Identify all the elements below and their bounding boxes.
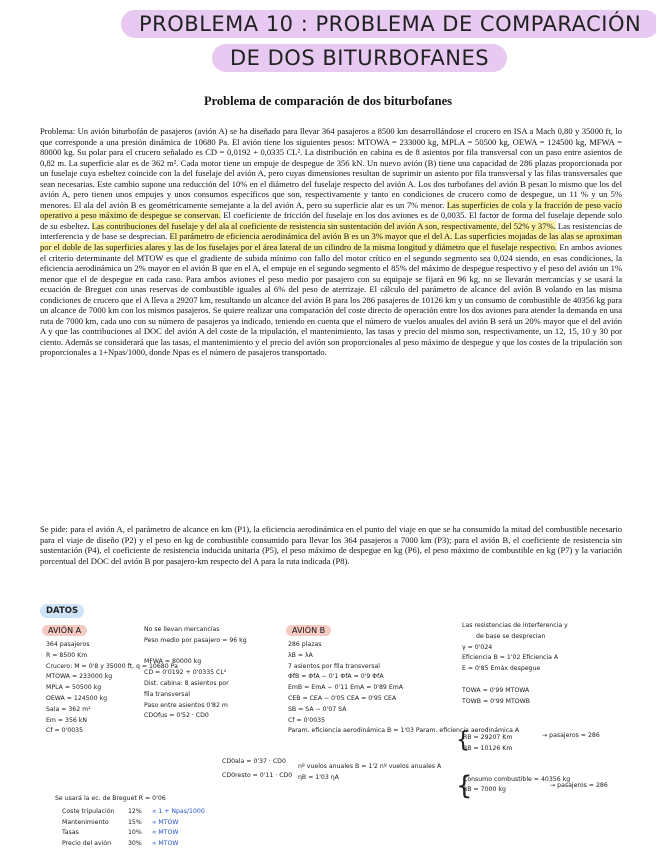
note-line: Cf = 0'0035 xyxy=(288,716,326,724)
note-line: CEB = CEA − 0'05 CEA = 0'95 CEA xyxy=(288,694,397,702)
problem-statement xyxy=(40,126,622,358)
cost-percent: 12% xyxy=(127,808,142,815)
cost-proportionality: ∝ MTOW xyxy=(151,839,179,847)
note-line: RB = 7000 kg xyxy=(463,785,506,793)
title-line-1: PROBLEMA 10 : PROBLEMA DE COMPARACIÓN xyxy=(121,10,656,38)
highlight-1: Las superficies de cola y la fracción de peso vacío operativo a peso máximo de despegue se conservan. xyxy=(40,199,623,221)
problem-text-1: Problema: Un avión biturbofán de pasajeros (avión A) se ha diseñado para llevar 364 pasajeros a 8500 km desarrollándose el crucero en ISA a Mach 0,80 y 35000 ft, lo que corresponde a una presión dinámica de 10680 Pa. El avión tiene los siguientes pesos: MTOWA = 233000 kg, MPLA = 50500 kg, OEWA = 124500 kg, MFWA = 80000 kg. Su polar para el crucero señalado es CD = 0,0192 + 0,0335 CL². La distribución en cabina es de 8 asientos por fila transversal con un paso entre asientos de 0,82 m. La superficie alar es de 362 m². Cada motor tiene un empuje de despegue de 356 kN. Un nuevo avión (B) tiene una capacidad de 286 plazas proporcionada por un fuselaje cuya esbeltez coincide con la del fuselaje del avión A, pero cuyas dimensiones resultan de suprimir un asiento por fila transversal y las filas transversales que sean necesarias. Este cambio supone una reducción del 10% en el diámetro del fuselaje respecto del avión A. Los dos turbofanes del avión B pesan lo mismo que los del avión A, pero tienen unos empujes y unos consumos específicos que son, respectivamente y tanto en condiciones de crucero como de despegue, un 11 % y un 5% menores. El ala del avión B es geométricamente semejante a la del avión A, pero su superficie alar es un 7% menor. xyxy=(40,126,622,210)
document-subtitle: Problema de comparación de dos biturbofanes xyxy=(203,94,453,108)
notes-range-group xyxy=(463,733,512,754)
note-line: de base se desprecian xyxy=(476,632,546,640)
cost-label: Tasas xyxy=(62,829,79,837)
avion-b-label: AVIÓN B xyxy=(286,625,331,636)
note-line: Las resistencias de interferencia y xyxy=(462,622,568,629)
note-line: TOWB = 0'99 MTOWB xyxy=(462,697,530,705)
note-line: CD0resto = 0'11 · CD0 xyxy=(222,772,293,779)
note-line: Em = 356 kN xyxy=(46,716,88,724)
note-line: CD0ala = 0'37 · CD0 xyxy=(222,758,286,765)
note-line: Consumo combustible = 40356 kg xyxy=(463,776,571,783)
brace-icon: { xyxy=(456,728,470,753)
highlight-3: El parámetro de eficiencia aerodinámica del avión B es un 3% mayor que el del A. Las superficies mojadas de las alas se aproximan por el doble de las superficies alares y las de los fuselajes por el área lateral de un cilindro de la misma longitud y diámetro que el fuselaje respectivo. xyxy=(40,231,622,253)
note-line: ηB = 1'03 ηA xyxy=(298,773,339,781)
note-line: CD = 0'0192 + 0'0335 CL² xyxy=(144,669,227,677)
note-line: Eficiencia B = 1'02 Eficiencia A xyxy=(462,654,559,662)
notes-avion-b-mid xyxy=(298,762,441,784)
note-line: SB = SA − 0'07 SA xyxy=(288,705,347,713)
cost-label: Precio del avión xyxy=(62,839,112,847)
problem-text-2: El coeficiente de fricción del fuselaje en los dos aviones es de 0,0035. El factor de forma del fuselaje depende solo de su esbeltez. xyxy=(40,210,623,231)
note-line: Sala = 362 m² xyxy=(46,705,91,713)
brace-icon: { xyxy=(456,771,473,801)
note-line: RB = 29207 Km xyxy=(463,734,513,741)
note-line: RB = 10126 Km xyxy=(463,744,513,752)
notes-avion-b-col2 xyxy=(462,621,568,707)
cost-percent: 15% xyxy=(127,818,142,826)
cost-label: Mantenimiento xyxy=(62,818,109,826)
note-line: OEWA = 124500 kg xyxy=(46,694,108,702)
note-line: Cf = 0'0035 xyxy=(46,727,84,735)
cost-percent: 30% xyxy=(127,839,142,847)
note-line: MFWA = 80000 kg xyxy=(144,658,202,666)
cost-row xyxy=(62,808,205,819)
note-line: Param. eficiencia aerodinámica B = 1'03 Param. eficiencia aerodinámica A xyxy=(288,727,520,735)
notes-avion-a-col3 xyxy=(222,755,292,783)
note-line: γ = 0'024 xyxy=(462,643,493,651)
note-line: 286 plazas xyxy=(288,641,322,648)
highlight-2: Las contribuciones del fuselaje y del ala al coeficiente de resistencia sin sustentación del avión A son, respectivamente, del 52% y 37%. xyxy=(91,220,556,231)
note-line: nº vuelos anuales B = 1'2 nº vuelos anuales A xyxy=(298,763,442,770)
note-line: R = 8500 Km xyxy=(46,651,88,659)
cost-proportionality: ∝ 1 + Npas/1000 xyxy=(151,808,205,815)
note-line: EmB = EmA − 0'11 EmA = 0'89 EmA xyxy=(288,684,404,692)
note-line: 364 pasajeros xyxy=(46,641,90,648)
question-statement: Se pide: para el avión A, el parámetro de alcance en km (P1), la eficiencia aerodinámica en el punto del viaje en que se ha consumido la mitad del combustible necesario para el viaje de diseño (P2) y el peso en kg de combustible consumido para llevar los 364 pasajeros a 7000 km (P3); para el avión B, el coeficiente de resistencia sin sustentación (P4), el coeficiente de resistencia inducida unitaria (P5), el peso máximo de despegue en kg (P6), el peso máximo de combustible en kg (P7) y la variación porcentual del DOC del avión B por pasajero-km respecto del A para la ruta indicada (P8). xyxy=(40,524,622,566)
cost-label: Coste tripulación xyxy=(62,808,115,815)
cost-percent: 10% xyxy=(127,829,142,837)
breguet-note: Se usará la ec. de Breguet R = 0'06 xyxy=(55,795,166,802)
note-line: MTOWA = 233000 kg xyxy=(46,673,113,681)
note-line: MPLA = 50500 kg xyxy=(46,684,102,692)
arrow-note-2: → pasajeros = 286 xyxy=(550,782,608,789)
note-line: Dist. cabina: 8 asientos por xyxy=(144,679,229,687)
cost-row xyxy=(62,840,205,850)
note-line: ΦfB = ΦfA − 0'1 ΦfA = 0'9 ΦfA xyxy=(288,673,384,681)
note-line: CDOfus = 0'52 · CD0 xyxy=(144,712,209,720)
note-line: TOWA = 0'99 MTOWA xyxy=(462,686,530,694)
title-line-2: DE DOS BITURBOFANES xyxy=(212,44,507,72)
cost-proportionality: ∝ MTOW xyxy=(151,818,179,826)
note-line: λB = λA xyxy=(288,651,313,659)
note-line: Crucero: M = 0'8 y 35000 ft, q = 10680 Pa xyxy=(46,662,178,670)
datos-label: DATOS xyxy=(40,604,84,618)
cost-row xyxy=(62,829,205,840)
cost-breakdown xyxy=(62,808,205,850)
cost-proportionality: ∝ MTOW xyxy=(151,829,179,837)
problem-text-3: Las resistencias de interferencia y de base se desprecian. xyxy=(40,220,623,242)
note-line: No se llevan mercancías xyxy=(144,626,220,633)
note-line: fila transversal xyxy=(144,690,191,698)
note-line: 7 asientos por fila transversal xyxy=(288,662,381,670)
note-line xyxy=(462,675,568,686)
cost-row xyxy=(62,819,205,830)
note-line: E = 0'85 Emáx despegue xyxy=(462,665,541,673)
avion-a-label: AVIÓN A xyxy=(42,625,87,636)
note-line: Paso entre asientos 0'82 m xyxy=(144,701,228,709)
note-line: Peso medio por pasajero = 96 kg xyxy=(144,636,247,644)
arrow-note-1: → pasajeros = 286 xyxy=(542,732,600,739)
notes-avion-a-col2 xyxy=(144,625,247,722)
note-line xyxy=(144,647,247,658)
problem-text-4: En ambos aviones el criterio determinante del MTOW es que el gradiente de subida mínimo con fallo del motor crítico en el segundo segmento sea 0,024 siendo, en esas condiciones, la eficiencia aerodinámica un 2% mayor en el avión B que en el A, el empuje en el segundo segmento el 85% del máximo de despegue respectivo y el peso del avión un 1% menor que el de despegue en cada caso. Para ambos aviones el peso medio por pasajero con su equipaje se fijará en 96 kg, no se llevarán mercancías y se usará la ecuación de Breguet con unas reservas de combustible iguales al 6% del peso de aterrizaje. El cálculo del parámetro de alcance del avión B volando en las misma condiciones de crucero que el A lleva a 29207 km, resultando un alcance del avión B para los 286 pasajeros de 10126 km y un consumo de combustible de 40356 kg para un alcance de 7000 km con los mismos pasajeros. Se quiere realizar una comparación del coste directo de operación entre los dos aviones para atender la demanda en una ruta de 7000 km, cada uno con su número de pasajeros ya indicado, teniendo en cuenta que el número de vuelos anuales del avión B será un 20% mayor que el del avión A y que las contribuciones al DOC del avión A del coste de la tripulación, el mantenimiento, las tasas y precio del mismo son, respectivamente, un 12, 15, 10 y 30 por ciento. Además se considerará que las tasas, el mantenimiento y el precio del avión son proporcionales al peso máximo de despegue y que los costes de la tripulación son proporcionales a 1+Npas/1000, donde Npas es el número de pasajeros transportado. xyxy=(40,242,622,358)
